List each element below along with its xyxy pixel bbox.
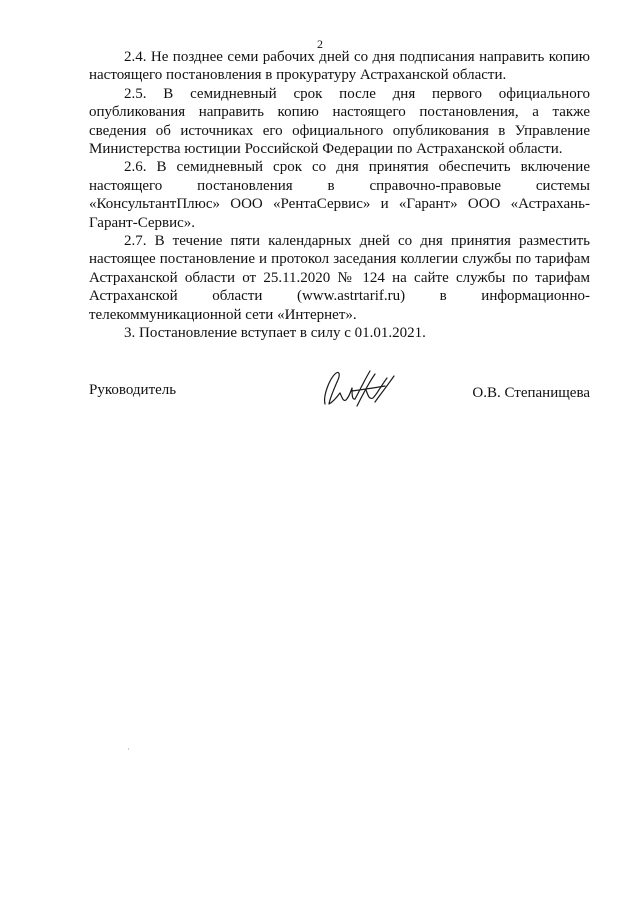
document-body	[89, 48, 590, 343]
signatory-name: О.В. Степанищева	[472, 385, 590, 401]
paragraph-2-7: 2.7. В течение пяти календарных дней со дня принятия разместить настоящее постановление и протокол заседания коллегии службы по тарифам Астраханской области от 25.11.2020 № 124 на сайте службы по тарифам Астраханской области (www.astrtarif.ru) в информационно-телекоммуникационной сети «Интернет».	[89, 233, 590, 323]
signatory-title: Руководитель	[89, 382, 177, 398]
handwritten-signature	[321, 366, 397, 412]
paragraph-2-5: 2.5. В семидневный срок после дня первого официального опубликования направить копию настоящего постановления, а также сведения об источниках его официального опубликования в Управление Министерства юстиции Российской Федерации по Астраханской области.	[89, 85, 590, 158]
paragraph-2-6: 2.6. В семидневный срок со дня принятия обеспечить включение настоящего постановления в справочно-правовые системы «КонсультантПлюс» ООО «РентаСервис» и «Гарант» ООО «Астрахань-Гарант-Сервис».	[89, 159, 590, 231]
scan-artifact	[128, 748, 129, 750]
paragraph-3: 3. Постановление вступает в силу с 01.01.2021.	[124, 325, 426, 342]
signature-block	[89, 366, 590, 416]
page-number: 2	[317, 37, 323, 51]
paragraph-2-4: 2.4. Не позднее семи рабочих дней со дня подписания направить копию настоящего постановления в прокуратуру Астраханской области.	[89, 49, 590, 84]
